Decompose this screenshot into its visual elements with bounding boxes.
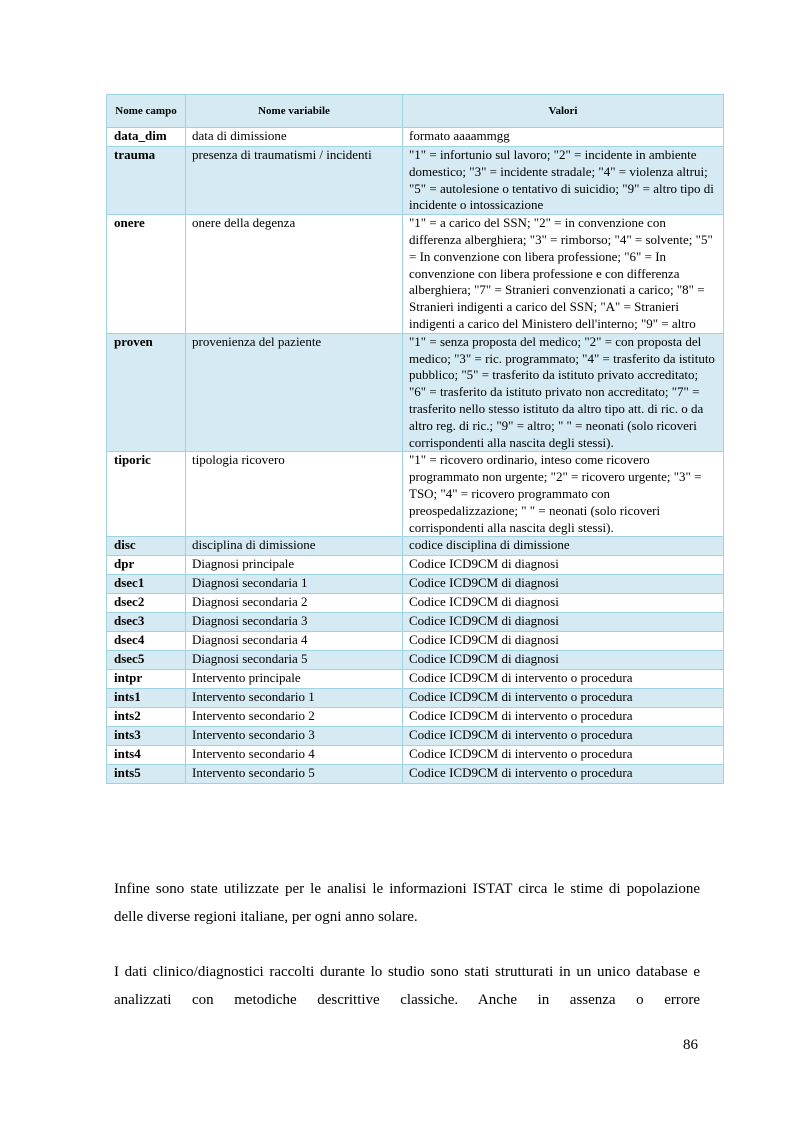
table-row — [107, 594, 724, 613]
cell-valori: Codice ICD9CM di diagnosi — [403, 594, 724, 613]
cell-nome-campo: dsec5 — [107, 651, 186, 670]
cell-valori: formato aaaammgg — [403, 128, 724, 147]
cell-nome-campo: intpr — [107, 670, 186, 689]
cell-nome-variabile: Diagnosi secondaria 4 — [186, 632, 403, 651]
table-row — [107, 632, 724, 651]
table-row — [107, 128, 724, 147]
cell-nome-campo: dsec2 — [107, 594, 186, 613]
cell-valori: Codice ICD9CM di diagnosi — [403, 556, 724, 575]
paragraph-istat: Infine sono state utilizzate per le analisi le informazioni ISTAT circa le stime di popolazione delle diverse regioni italiane, per ogni anno solare. — [114, 881, 700, 925]
cell-nome-campo: data_dim — [107, 128, 186, 147]
cell-valori: codice disciplina di dimissione — [403, 537, 724, 556]
cell-nome-variabile: Intervento secondario 2 — [186, 708, 403, 727]
cell-valori: Codice ICD9CM di intervento o procedura — [403, 727, 724, 746]
cell-valori: "1" = a carico del SSN; "2" = in convenzione con differenza alberghiera; "3" = rimborso; "4" = solvente; "5" = In convenzione con libera professione; "6" = In convenzione con libera professione e con differenza alberghiera; "7" = Stranieri convenzionati a carico; "8" = Stranieri indigenti a carico del SSN; "A" = Stranieri indigenti a carico del Ministero dell'interno; "9" = altro — [403, 215, 724, 334]
cell-nome-campo: ints3 — [107, 727, 186, 746]
cell-nome-campo: ints5 — [107, 765, 186, 784]
cell-valori: Codice ICD9CM di intervento o procedura — [403, 765, 724, 784]
cell-nome-variabile: Diagnosi secondaria 3 — [186, 613, 403, 632]
cell-nome-campo: trauma — [107, 147, 186, 215]
cell-nome-campo: dsec4 — [107, 632, 186, 651]
cell-nome-variabile: Diagnosi secondaria 1 — [186, 575, 403, 594]
table-row — [107, 613, 724, 632]
table-row — [107, 215, 724, 334]
cell-nome-variabile: Intervento secondario 5 — [186, 765, 403, 784]
cell-valori: "1" = infortunio sul lavoro; "2" = incidente in ambiente domestico; "3" = incidente stradale; "4" = violenza altrui; "5" = autolesione o tentativo di suicidio; "9" = altro tipo di incidente o intossicazione — [403, 147, 724, 215]
cell-nome-variabile: tipologia ricovero — [186, 452, 403, 537]
cell-nome-campo: proven — [107, 333, 186, 452]
paragraph-dati-clinici: I dati clinico/diagnostici raccolti durante lo studio sono stati strutturati in un unico database e analizzati con metodiche descrittive classiche. Anche in assenza o errore — [114, 964, 700, 1008]
cell-nome-variabile: Diagnosi secondaria 2 — [186, 594, 403, 613]
cell-nome-variabile: Intervento secondario 3 — [186, 727, 403, 746]
cell-nome-variabile: Diagnosi secondaria 5 — [186, 651, 403, 670]
cell-valori: Codice ICD9CM di diagnosi — [403, 575, 724, 594]
table-row — [107, 746, 724, 765]
variables-table — [106, 94, 724, 784]
table-row — [107, 147, 724, 215]
page-number: 86 — [683, 1037, 698, 1053]
cell-nome-campo: ints2 — [107, 708, 186, 727]
table-row — [107, 537, 724, 556]
cell-nome-variabile: data di dimissione — [186, 128, 403, 147]
cell-nome-campo: tiporic — [107, 452, 186, 537]
cell-nome-variabile: onere della degenza — [186, 215, 403, 334]
cell-valori: "1" = ricovero ordinario, inteso come ricovero programmato non urgente; "2" = ricovero urgente; "3" = TSO; "4" = ricovero programmato con preospedalizzazione; " " = neonati (solo ricoveri corrispondenti alla nascita degli stessi). — [403, 452, 724, 537]
cell-nome-campo: onere — [107, 215, 186, 334]
table-row — [107, 708, 724, 727]
table-row — [107, 333, 724, 452]
cell-valori: Codice ICD9CM di diagnosi — [403, 651, 724, 670]
cell-nome-variabile: Intervento secondario 1 — [186, 689, 403, 708]
cell-nome-variabile: Diagnosi principale — [186, 556, 403, 575]
table-row — [107, 727, 724, 746]
cell-valori: Codice ICD9CM di intervento o procedura — [403, 708, 724, 727]
table-header-row — [107, 95, 724, 128]
cell-valori: Codice ICD9CM di intervento o procedura — [403, 670, 724, 689]
cell-valori: Codice ICD9CM di diagnosi — [403, 632, 724, 651]
header-nome-campo: Nome campo — [107, 95, 186, 128]
table-row — [107, 765, 724, 784]
cell-nome-variabile: Intervento secondario 4 — [186, 746, 403, 765]
cell-valori: Codice ICD9CM di intervento o procedura — [403, 746, 724, 765]
cell-valori: "1" = senza proposta del medico; "2" = con proposta del medico; "3" = ric. programmato; "4" = trasferito da istituto pubblico; "5" = trasferito da istituto privato accreditato; "6" = trasferito da istituto privato non accreditato; "7" = trasferito nello stesso istituto da altro tipo att. di ric. o da altro reg. di ric.; "9" = altro; " " = neonati (solo ricoveri corrispondenti alla nascita degli stessi). — [403, 333, 724, 452]
table-row — [107, 689, 724, 708]
cell-nome-variabile: presenza di traumatismi / incidenti — [186, 147, 403, 215]
cell-valori: Codice ICD9CM di diagnosi — [403, 613, 724, 632]
table-row — [107, 556, 724, 575]
header-valori: Valori — [403, 95, 724, 128]
table-row — [107, 670, 724, 689]
table-row — [107, 651, 724, 670]
cell-nome-campo: dpr — [107, 556, 186, 575]
cell-valori: Codice ICD9CM di intervento o procedura — [403, 689, 724, 708]
cell-nome-campo: disc — [107, 537, 186, 556]
table-row — [107, 452, 724, 537]
cell-nome-variabile: Intervento principale — [186, 670, 403, 689]
header-nome-variabile: Nome variabile — [186, 95, 403, 128]
cell-nome-variabile: provenienza del paziente — [186, 333, 403, 452]
cell-nome-campo: dsec3 — [107, 613, 186, 632]
cell-nome-variabile: disciplina di dimissione — [186, 537, 403, 556]
cell-nome-campo: ints1 — [107, 689, 186, 708]
table-row — [107, 575, 724, 594]
cell-nome-campo: dsec1 — [107, 575, 186, 594]
cell-nome-campo: ints4 — [107, 746, 186, 765]
